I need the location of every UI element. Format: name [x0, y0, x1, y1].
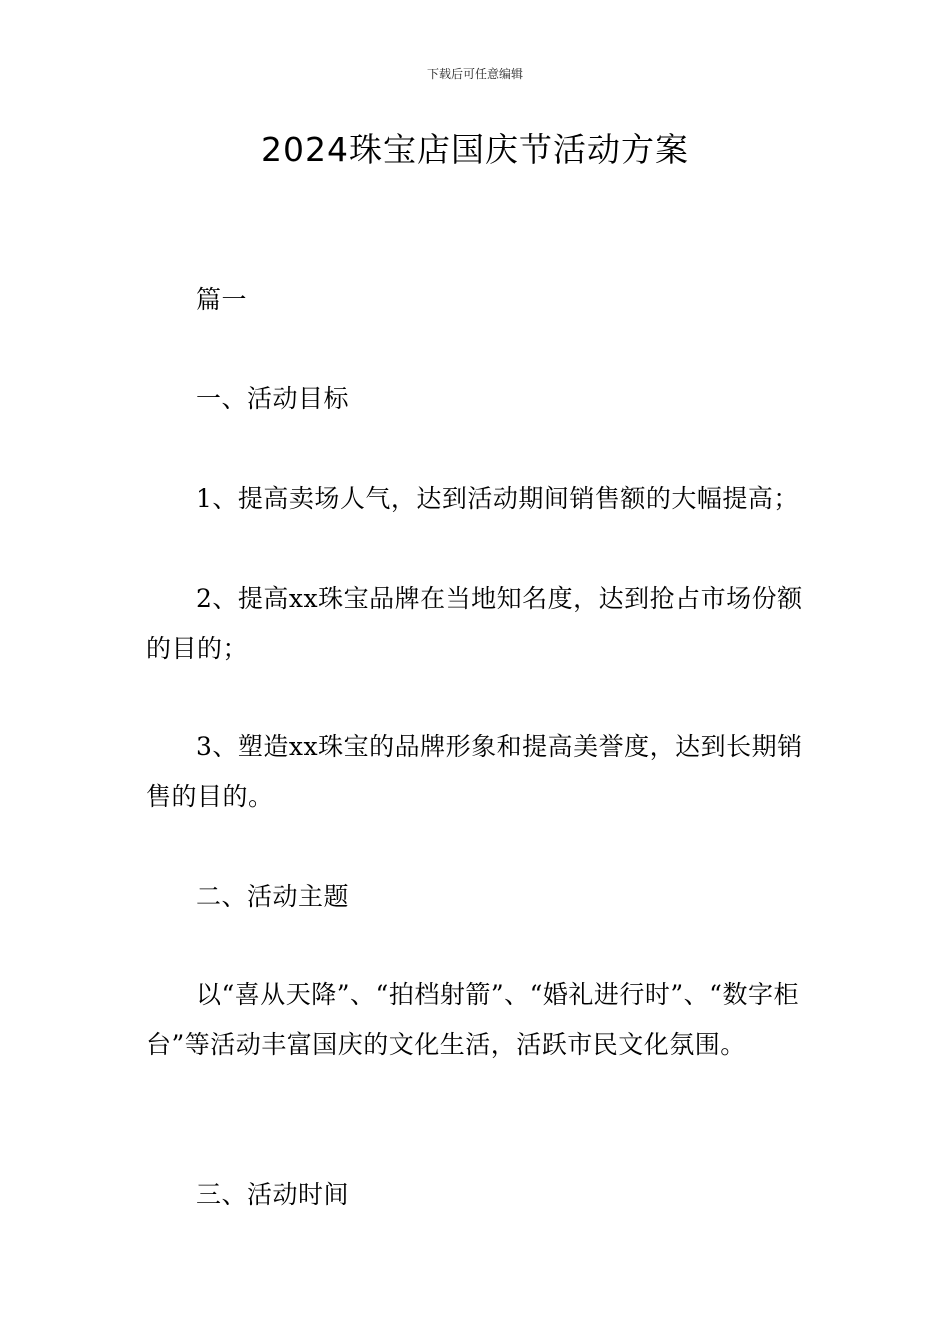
header-note: 下载后可任意编辑: [426, 67, 523, 81]
heading-activity-theme: 二、活动主题: [196, 882, 350, 911]
heading-activity-time: 三、活动时间: [196, 1180, 350, 1209]
document-title: 2024珠宝店国庆节活动方案: [261, 130, 689, 169]
goal-item-1: 1、提高卖场人气，达到活动期间销售额的大幅提高；: [196, 484, 799, 513]
goal-item-2: 2、提高xx珠宝品牌在当地知名度，达到抢占市场份额的目的；: [146, 584, 803, 663]
goal-item-3: 3、塑造xx珠宝的品牌形象和提高美誉度，达到长期销售的目的。: [146, 732, 803, 811]
theme-paragraph: 以“喜从天降”、“拍档射箭”、“婚礼进行时”、“数字柜台”等活动丰富国庆的文化生活，活跃市民文化氛围。: [146, 980, 799, 1059]
section-label: 篇一: [196, 285, 248, 314]
heading-activity-goals: 一、活动目标: [196, 384, 350, 413]
